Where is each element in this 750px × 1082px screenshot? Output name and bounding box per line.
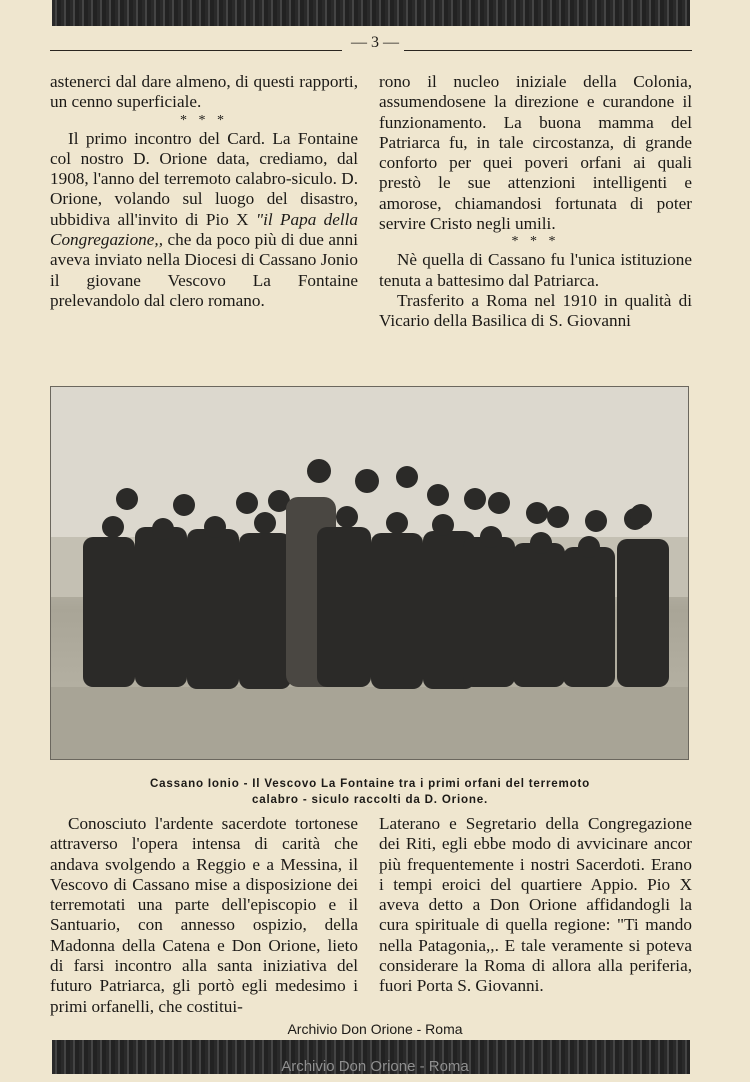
paragraph: Conosciuto l'ardente sacerdote tortonese attraverso l'opera intensa di carità che andava svolgendo a Reggio e a Messina, il Vescovo di Cassano mise a disposizione dei terremotati una parte dell'episcopio e il Santuario, con annesso ospizio, della Madonna della Catena e Don Orione, lieto di farsi incontro alla santa iniziativa del futuro Patriarca, gli portò egli medesimo i primi orfanelli, che costitui- — [50, 814, 358, 1016]
group-photograph — [50, 386, 689, 760]
paragraph: Laterano e Segretario della Congregazione dei Riti, egli ebbe modo di avvicinare ancor più frequentemente i nostri Sacerdoti. Erano i tempi eroici del quartiere Appio. Pio X aveva detto a Don Orione affidandogli la cura spirituale di quella regione: "Ti mando nella Patagonia,,. E tale veramente si poteva considerare la Roma di allora alla periferia, fuori Porta S. Giovanni. — [379, 814, 692, 996]
caption-line: calabro - siculo raccolti da D. Orione. — [251, 793, 489, 806]
caption-line: Cassano Ionio - Il Vescovo La Fontaine tra i primi orfani del terremoto — [149, 777, 591, 790]
left-column-top — [50, 72, 358, 311]
paragraph-text: Il primo incontro del Card. La Fontaine col nostro D. Orione data, crediamo, dal 1908, l'anno del terremoto calabro-siculo. D. Orione, volando sul luogo del disastro, ubbidiva all'invito di Pio X — [50, 128, 358, 229]
top-decorative-band — [52, 0, 690, 26]
photo-caption — [50, 776, 690, 808]
quoted-title: "il Papa della Congregazione,, — [50, 209, 359, 250]
paragraph — [50, 129, 358, 312]
archive-watermark: Archivio Don Orione - Roma — [281, 1058, 469, 1075]
right-column-bottom — [379, 814, 692, 997]
left-column-bottom — [50, 814, 358, 1017]
paragraph: Trasferito a Roma nel 1910 in qualità di Vicario della Basilica di S. Giovanni — [379, 290, 692, 331]
paragraph-text: che da poco più di due anni aveva inviato nella Diocesi di Cassano Jonio il giovane Vescovo La Fontaine prelevandolo dal clero romano. — [50, 230, 358, 310]
paragraph: astenerci dal dare almeno, di questi rapporti, un cenno superficiale. — [50, 72, 358, 112]
paragraph: rono il nucleo iniziale della Colonia, assumendosene la direzione e curandone il funzionamento. La buona mamma del Patriarca fu, in tale circostanza, di grande conforto per quei poveri orfani ai quali prestò le sue attenzioni intelligenti e amorose, chiamandosi fortunata di poter servire Cristo negli umili. — [379, 72, 692, 234]
section-separator: * * * — [511, 234, 560, 250]
archive-footer: Archivio Don Orione - Roma — [287, 1021, 463, 1037]
page-number: — 3 — — [351, 34, 399, 51]
photo-illustration — [51, 387, 688, 759]
right-column-top — [379, 72, 692, 332]
paragraph: Nè quella di Cassano fu l'unica istituzione tenuta a battesimo dal Patriarca. — [379, 250, 692, 290]
section-separator: * * * — [180, 112, 228, 128]
header-rule-right — [404, 50, 692, 51]
